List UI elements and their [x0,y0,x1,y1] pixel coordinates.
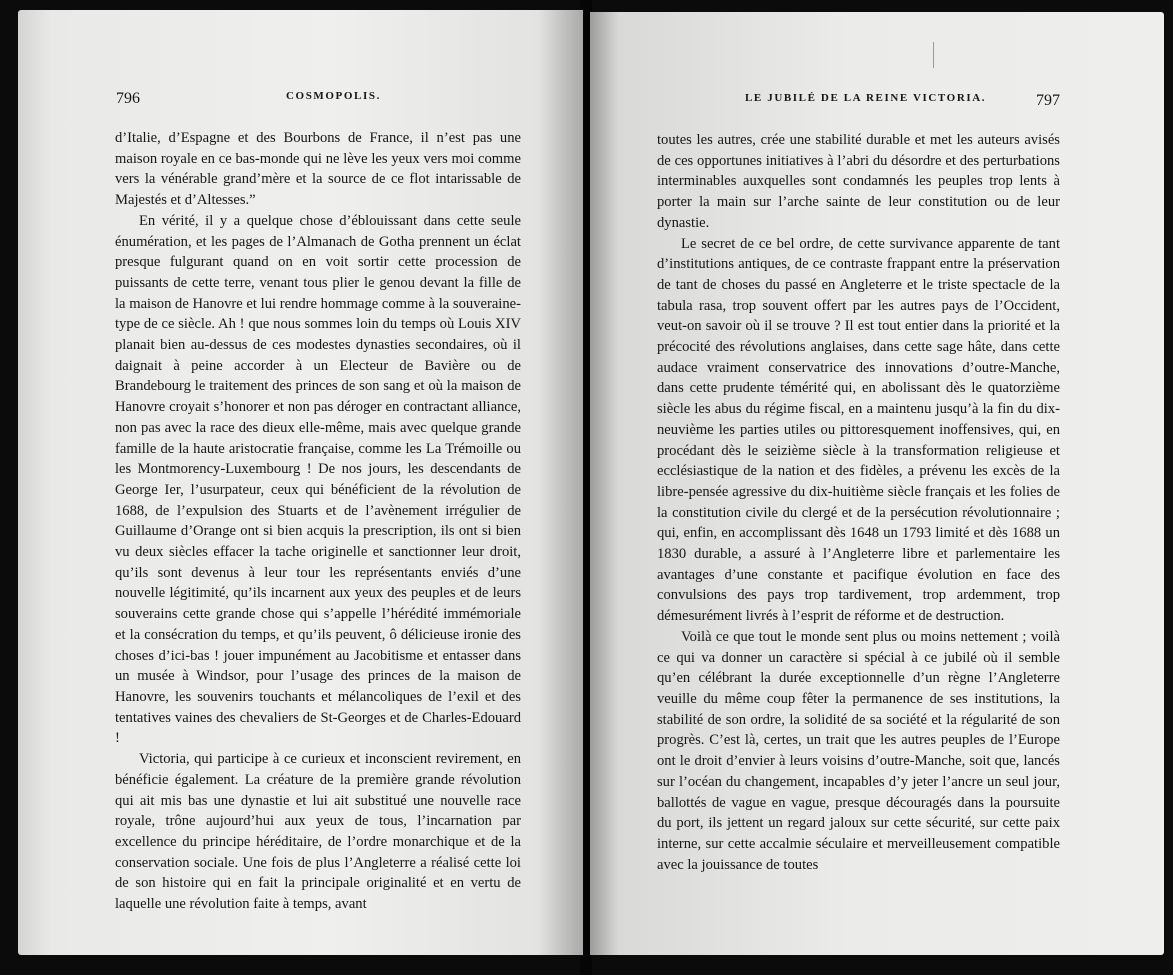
margin-mark [933,42,934,68]
right-running-head: LE JUBILÉ DE LA REINE VICTORIA. [745,92,987,104]
left-paragraph-1: d’Italie, d’Espagne et des Bourbons de France, il n’est pas une maison royale en ce bas-monde qui ne lève les yeux vers moi comme vers la vénérable grand’mère et la source de ce flot intarissable de Majestés et d’Altesses.” [115,130,521,209]
left-page-number: 796 [116,90,140,107]
left-paragraph-3: Victoria, qui participe à ce curieux et inconscient revirement, en bénéficie également. La créature de la première grande révolution qui ait mis bas une dynastie et lui ait substitué une nouvelle race royale, trône aujourd’hui aux yeux de tous, l’incarnation par excellence du principe héréditaire, de l’ordre monarchique et de la conservation sociale. Une fois de plus l’Angleterre a réalisé cette loi de son histoire qui en fait la principale originalité et en vertu de laquelle une révolution faite à temps, avant [115,751,521,913]
left-text-block [115,128,521,915]
right-page [590,12,1164,955]
right-text-block [657,130,1060,875]
right-page-number: 797 [1036,92,1060,109]
right-paragraph-3: Voilà ce que tout le monde sent plus ou moins nettement ; voilà ce qui va donner un caractère si spécial à ce jubilé où il semble qu’en célébrant la durée exceptionnelle d’un règne l’Angleterre veuille du même coup fêter la permanence de ses institutions, la stabilité de son ordre, la solidité de sa société et la régularité de son progrès. C’est là, certes, un trait que les autres peuples de l’Europe ont le droit d’envier à leurs voisins d’outre-Manche, soit que, lancés sur l’océan du changement, incapables d’y jeter l’ancre un seul jour, ballottés de vague en vague, presque découragés dans la poursuite du port, ils jettent un regard jaloux sur cette sécurité, sur cette paix interne, sur cette accalmie séculaire et merveilleusement compatible avec la jouissance de toutes [657,628,1060,873]
left-running-head: COSMOPOLIS. [286,90,381,102]
left-page [18,10,583,955]
right-paragraph-2: Le secret de ce bel ordre, de cette survivance apparente de tant d’institutions antiques, de ce contraste frappant entre la préservation de tant de choses du passé en Angleterre et le triste spectacle de la tabula rasa, trop souvent offert par les autres pays de l’Occident, veut-on savoir où il se trouve ? Il est tout entier dans la priorité et la précocité des révolutions anglaises, dans cette sage hâte, dans cette audace vraiment conservatrice des innovations d’outre-Manche, dans cette prudente témérité qui, en abolissant dès le quatorzième siècle les abus du régime fiscal, en a maintenu jusqu’à la fin du dix-neuvième les parties utiles ou pittoresquement inoffensives, qui, en procédant dès le seizième siècle à la transformation religieuse et ecclésiastique de la nation et des fidèles, a prévenu les excès de la libre-pensée agressive du dix-huitième siècle français et les folies de la constitution civile du clergé et de la persécution révolutionnaire ; qui, enfin, en accomplissant dès 1648 un 1793 limité et dès 1688 un 1830 durable, a assuré à l’Angleterre libre et parlementaire les avantages d’une constante et pacifique évolution en face des convulsions des pays trop tardivement, trop ardemment, trop démesurément livrés à l’esprit de réforme et de destruction. [657,235,1060,625]
right-paragraph-1: toutes les autres, crée une stabilité durable et met les auteurs avisés de ces opportunes initiatives à l’abri du désordre et des perturbations interminables auxquelles sont condamnés les peuples trop lents à porter la main sur l’arche sainte de leur constitution ou de leur dynastie. [657,132,1060,231]
left-paragraph-2: En vérité, il y a quelque chose d’éblouissant dans cette seule énumération, et les pages de l’Almanach de Gotha prennent un éclat presque fulgurant quand on en voit sortir cette procession de puissants de cette terre, venant tous plier le genou devant la fille de la maison de Hanovre et lui rendre hommage comme à la souveraine-type de ce siècle. Ah ! que nous sommes loin du temps où Louis XIV planait bien au-dessus de ces modestes dynasties secondaires, où il daignait à peine accorder à un Electeur de Bavière ou de Brandebourg le traitement des princes de son sang et où la maison de Hanovre croyait s’honorer et non pas déroger en contractant alliance, non pas avec la race des dieux elle-même, mais avec quelque grande famille de la haute aristocratie française, comme les La Trémoille ou les Montmorency-Luxembourg ! De nos jours, les descendants de George Ier, l’usurpateur, ceux qui bénéficient de la révolution de 1688, de l’expulsion des Stuarts et de l’avènement irrégulier de Guillaume d’Orange ont si bien acquis la prescription, ils ont si bien vu deux siècles effacer la tache originelle et sanctionner leur droit, qu’ils sont devenus à leur tour les représentants enviés d’une nouvelle légitimité, qu’ils incarnent aux yeux des peuples et de leurs souverains cette grande chose qui s’appelle l’hérédité immémoriale et la consécration du temps, et qu’ils peuvent, ô délicieuse ironie des choses d’ici-bas ! jouer impunément au Jacobitisme et entasser dans un musée à Windsor, pour l’usage des princes de la maison de Hanovre, les souvenirs touchants et mélancoliques de l’exil et des tentatives vaines des chevaliers de St-Georges et de Charles-Edouard ! [115,212,521,747]
